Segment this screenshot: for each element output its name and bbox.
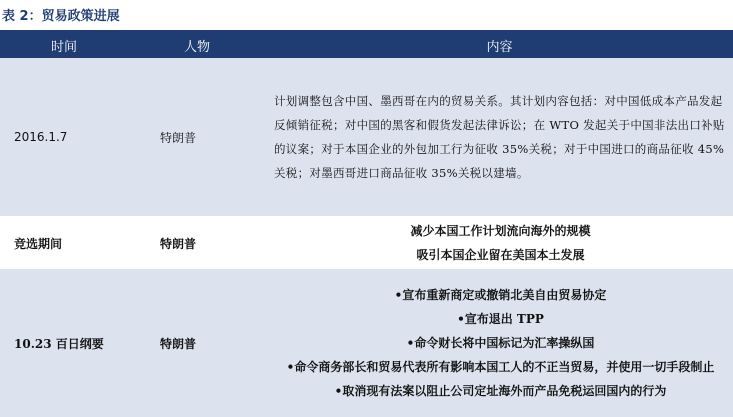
header-content: 内容	[486, 39, 513, 55]
row-time: 10.23 百日纲要	[14, 336, 104, 351]
row-content-cell	[266, 58, 733, 216]
table-header-row	[0, 32, 733, 58]
bullet-item: •宣布重新商定或撤销北美自由贸易协定	[394, 288, 607, 302]
row-person: 特朗普	[160, 236, 197, 251]
table-row	[0, 58, 733, 217]
bullet-item: •命令财长将中国标记为汇率操纵国	[406, 336, 595, 350]
row-person: 特朗普	[160, 130, 197, 145]
table-row	[0, 269, 733, 417]
row-content-cell	[266, 217, 733, 269]
row-time: 2016.1.7	[14, 130, 68, 144]
row-time: 竞选期间	[14, 236, 63, 251]
header-time: 时间	[50, 39, 77, 55]
row-person: 特朗普	[160, 336, 197, 351]
bullet-item: •命令商务部长和贸易代表所有影响本国工人的不正当贸易，并使用一切手段制止	[286, 360, 715, 374]
table-caption: 表 2：贸易政策进展	[2, 9, 120, 24]
row-content-cell	[266, 269, 733, 417]
table-row	[0, 217, 733, 269]
content-line: 减少本国工作计划流向海外的规模	[410, 224, 591, 238]
content-line: 吸引本国企业留在美国本土发展	[416, 248, 585, 262]
bullet-item: •取消现有法案以阻止公司定址海外而产品免税运回国内的行为	[334, 384, 667, 398]
row-content-text: 计划调整包含中国、墨西哥在内的贸易关系。其计划内容包括：对中国低成本产品发起反倾销征税；对中国的黑客和假货发起法律诉讼；在 WTO 发起关于中国非法出口补贴的议案；对于本国企业的外包加工行为征收 35%关税；对于中国进口的商品征收 45%关税；对墨西哥进口商品征收 35%关税以建墙。	[274, 94, 725, 180]
header-person: 人物	[183, 39, 210, 55]
bullet-item: •宣布退出 TPP	[457, 312, 544, 326]
